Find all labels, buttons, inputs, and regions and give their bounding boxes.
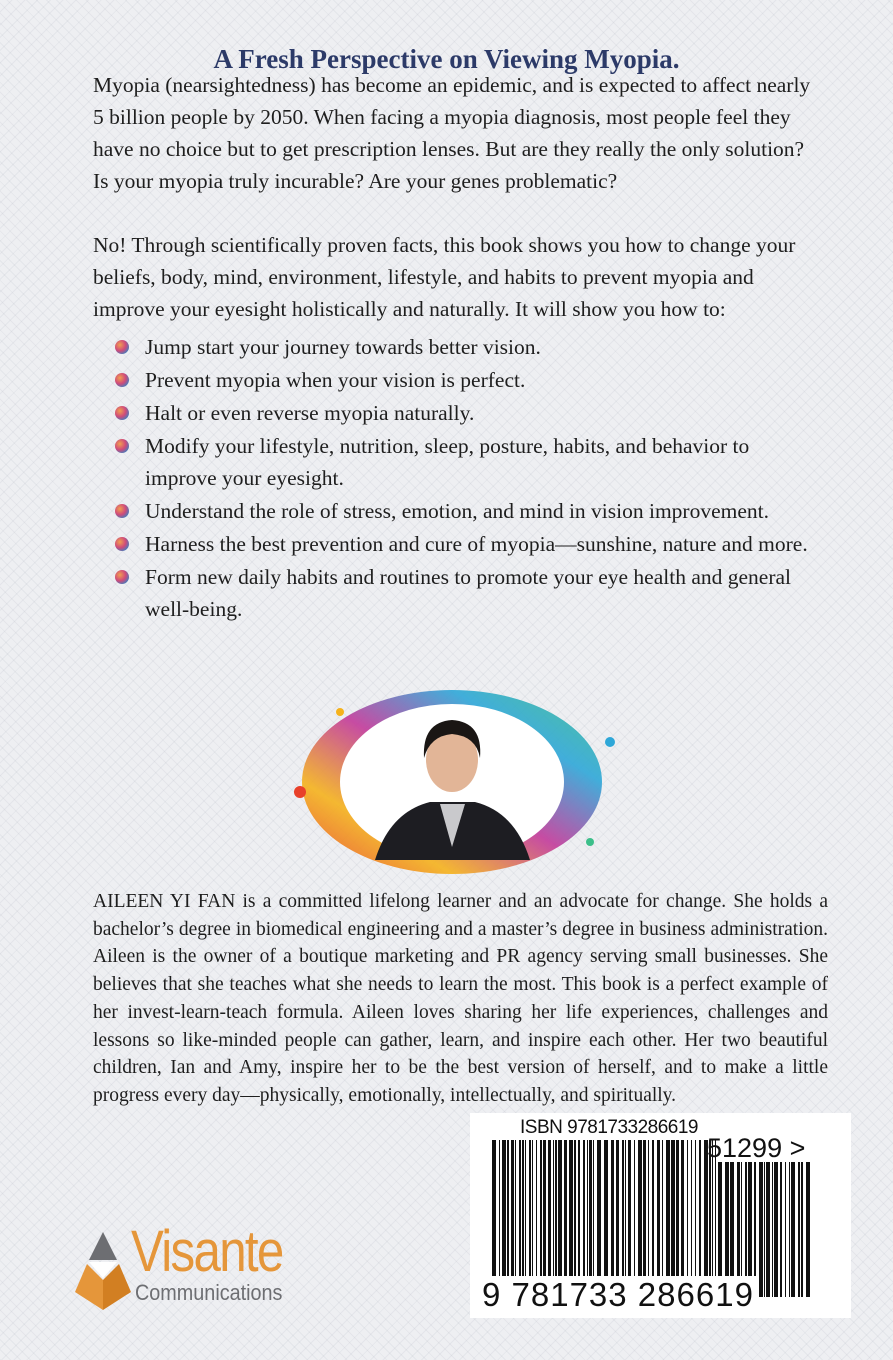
bullet-icon — [115, 373, 129, 387]
barcode-bar — [772, 1162, 773, 1297]
barcode-bar — [791, 1162, 795, 1297]
publisher-name: Visante — [131, 1219, 283, 1284]
list-item-text: Halt or even reverse myopia naturally. — [145, 401, 475, 425]
barcode-bar — [785, 1162, 786, 1297]
bullet-icon — [115, 570, 129, 584]
lead-paragraph: No! Through scientifically proven facts, this book shows you how to change your beliefs, body, mind, environment, lifestyle, and habits to prevent myopia and improve your eyesight holistically and naturally. It will show you how to: — [93, 233, 796, 321]
logo-mark-icon — [73, 1230, 133, 1312]
list-item — [93, 331, 813, 363]
list-item — [93, 364, 813, 396]
barcode-bar — [780, 1162, 782, 1297]
barcode-bar — [806, 1162, 810, 1297]
list-item-text: Harness the best prevention and cure of myopia—sunshine, nature and more. — [145, 532, 808, 556]
list-item-text: Form new daily habits and routines to promote your eye health and general well-being. — [145, 565, 792, 621]
publisher-subtitle: Communications — [135, 1280, 283, 1305]
publisher-logo — [73, 1219, 343, 1312]
list-item-text: Understand the role of stress, emotion, and mind in vision improvement. — [145, 499, 769, 523]
barcode-bar — [766, 1162, 770, 1297]
list-item — [93, 495, 813, 527]
bullet-icon — [115, 537, 129, 551]
list-item-text: Prevent myopia when your vision is perfect. — [145, 368, 526, 392]
isbn-label: ISBN 9781733286619 — [520, 1117, 698, 1138]
cover-headline: A Fresh Perspective on Viewing Myopia. — [213, 44, 680, 74]
author-portrait — [280, 672, 625, 887]
author-bio: AILEEN YI FAN is a committed lifelong learner and an advocate for change. She holds a bachelor’s degree in biomedical engineering and a master’s degree in business administration. Aileen is the owner of a boutique marketing and PR agency serving small businesses. She believes that she teaches what she needs to learn the most. This book is a perfect example of her invest-learn-teach formula. Aileen loves sharing her life experiences, challenges and lessons so like-minded people can gather, learn, and inspire each other. Her two beautiful children, Ian and Amy, inspire her to be the best version of herself, and to make a little progress every day—physically, emotionally, intellectually, and spiritually. — [93, 891, 828, 1106]
price-code: 51299 > — [707, 1133, 806, 1163]
barcode-number: 9 781733 286619 — [482, 1276, 754, 1313]
list-item-text: Modify your lifestyle, nutrition, sleep, posture, habits, and behavior to improve your eyesight. — [145, 434, 750, 490]
list-item — [93, 430, 813, 494]
bullet-icon — [115, 340, 129, 354]
barcode-bar — [774, 1162, 778, 1297]
list-item-text: Jump start your journey towards better vision. — [145, 335, 541, 359]
intro-paragraph: Myopia (nearsightedness) has become an epidemic, and is expected to affect nearly 5 billion people by 2050. When facing a myopia diagnosis, most people feel they have no choice but to get prescription lenses. But are they really the only solution? Is your myopia truly incurable? Are your genes problematic? — [93, 73, 811, 193]
barcode-bar — [801, 1162, 803, 1297]
benefits-list — [93, 331, 813, 626]
bullet-icon — [115, 439, 129, 453]
list-item — [93, 528, 813, 560]
barcode-bar — [759, 1162, 763, 1297]
barcode-bar — [798, 1162, 800, 1297]
bullet-icon — [115, 504, 129, 518]
list-item — [93, 561, 813, 625]
isbn-barcode — [470, 1113, 851, 1318]
bullet-icon — [115, 406, 129, 420]
barcode-bar — [789, 1162, 790, 1297]
list-item — [93, 397, 813, 429]
barcode-bar — [764, 1162, 765, 1297]
